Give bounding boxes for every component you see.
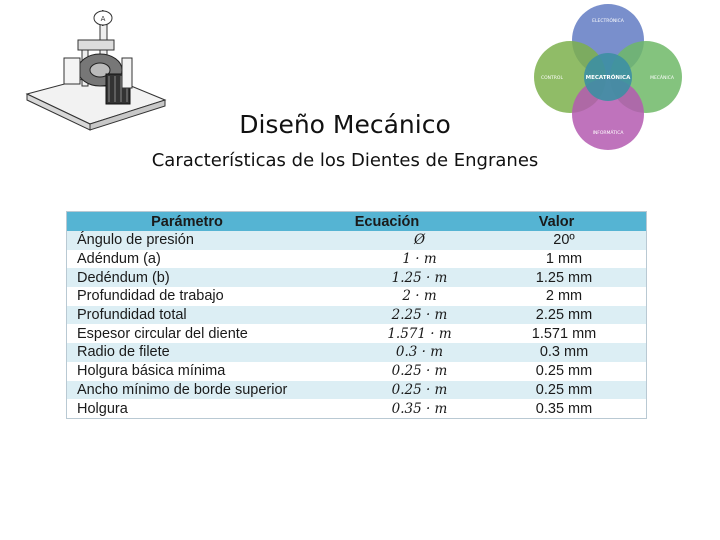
cell-parametro: Holgura básica mínima	[77, 363, 226, 380]
cell-ecuacion: 1 · m	[402, 251, 437, 268]
cell-valor: 20º	[553, 232, 575, 249]
svg-text:A: A	[100, 15, 106, 23]
cell-ecuacion: 2.25 · m	[391, 307, 448, 324]
cell-valor: 0.25 mm	[535, 381, 593, 398]
table-row	[67, 362, 646, 381]
venn-label-mecanica: MECÁNICA	[650, 76, 674, 81]
cell-parametro: Ancho mínimo de borde superior	[77, 381, 288, 398]
table-row	[67, 287, 646, 306]
cell-valor: 2.25 mm	[535, 307, 593, 324]
column-header-ecuacion: Ecuación	[354, 213, 420, 230]
cell-ecuacion: 0.25 · m	[391, 363, 448, 380]
venn-label-control: CONTROL	[541, 76, 563, 81]
cell-parametro: Ángulo de presión	[77, 232, 194, 249]
column-header-parametro: Parámetro	[151, 213, 223, 230]
cell-valor: 1.571 mm	[531, 325, 597, 342]
cell-parametro: Dedéndum (b)	[77, 269, 170, 286]
cell-parametro: Adéndum (a)	[77, 251, 161, 268]
cell-valor: 0.35 mm	[535, 400, 593, 417]
venn-label-mecatronica: MECATRÓNICA	[585, 75, 631, 81]
table-row	[67, 250, 646, 269]
cell-valor: 2 mm	[545, 288, 583, 305]
cell-valor: 0.25 mm	[535, 363, 593, 380]
cell-valor: 1 mm	[545, 251, 583, 268]
cell-ecuacion: 0.25 · m	[391, 381, 448, 398]
cell-ecuacion: 2 · m	[402, 288, 437, 305]
cell-valor: 0.3 mm	[539, 344, 589, 361]
table-row	[67, 231, 646, 250]
cell-parametro: Holgura	[77, 400, 128, 417]
cell-ecuacion: Ø	[413, 232, 426, 249]
table-row	[67, 399, 646, 418]
cell-parametro: Profundidad de trabajo	[77, 288, 224, 305]
cell-parametro: Radio de filete	[77, 344, 170, 361]
cell-ecuacion: 0.3 · m	[395, 344, 444, 361]
table-row	[67, 381, 646, 400]
table-header-row	[67, 212, 646, 231]
table-row	[67, 306, 646, 325]
page-title: Diseño Mecánico	[239, 110, 451, 139]
cell-parametro: Espesor circular del diente	[77, 325, 248, 342]
table-row	[67, 343, 646, 362]
cell-valor: 1.25 mm	[535, 269, 593, 286]
venn-label-electronica: ELECTRÓNICA	[592, 19, 624, 24]
cell-parametro: Profundidad total	[77, 307, 187, 324]
table-row	[67, 324, 646, 343]
column-header-valor: Valor	[538, 213, 575, 230]
page-subtitle: Características de los Dientes de Engranes	[151, 150, 539, 171]
gear-teeth-table	[66, 211, 647, 419]
cell-ecuacion: 1.25 · m	[391, 269, 448, 286]
cell-ecuacion: 0.35 · m	[391, 400, 448, 417]
venn-label-informatica: INFORMÁTICA	[592, 131, 624, 136]
table-row	[67, 268, 646, 287]
cell-ecuacion: 1.571 · m	[387, 325, 452, 342]
